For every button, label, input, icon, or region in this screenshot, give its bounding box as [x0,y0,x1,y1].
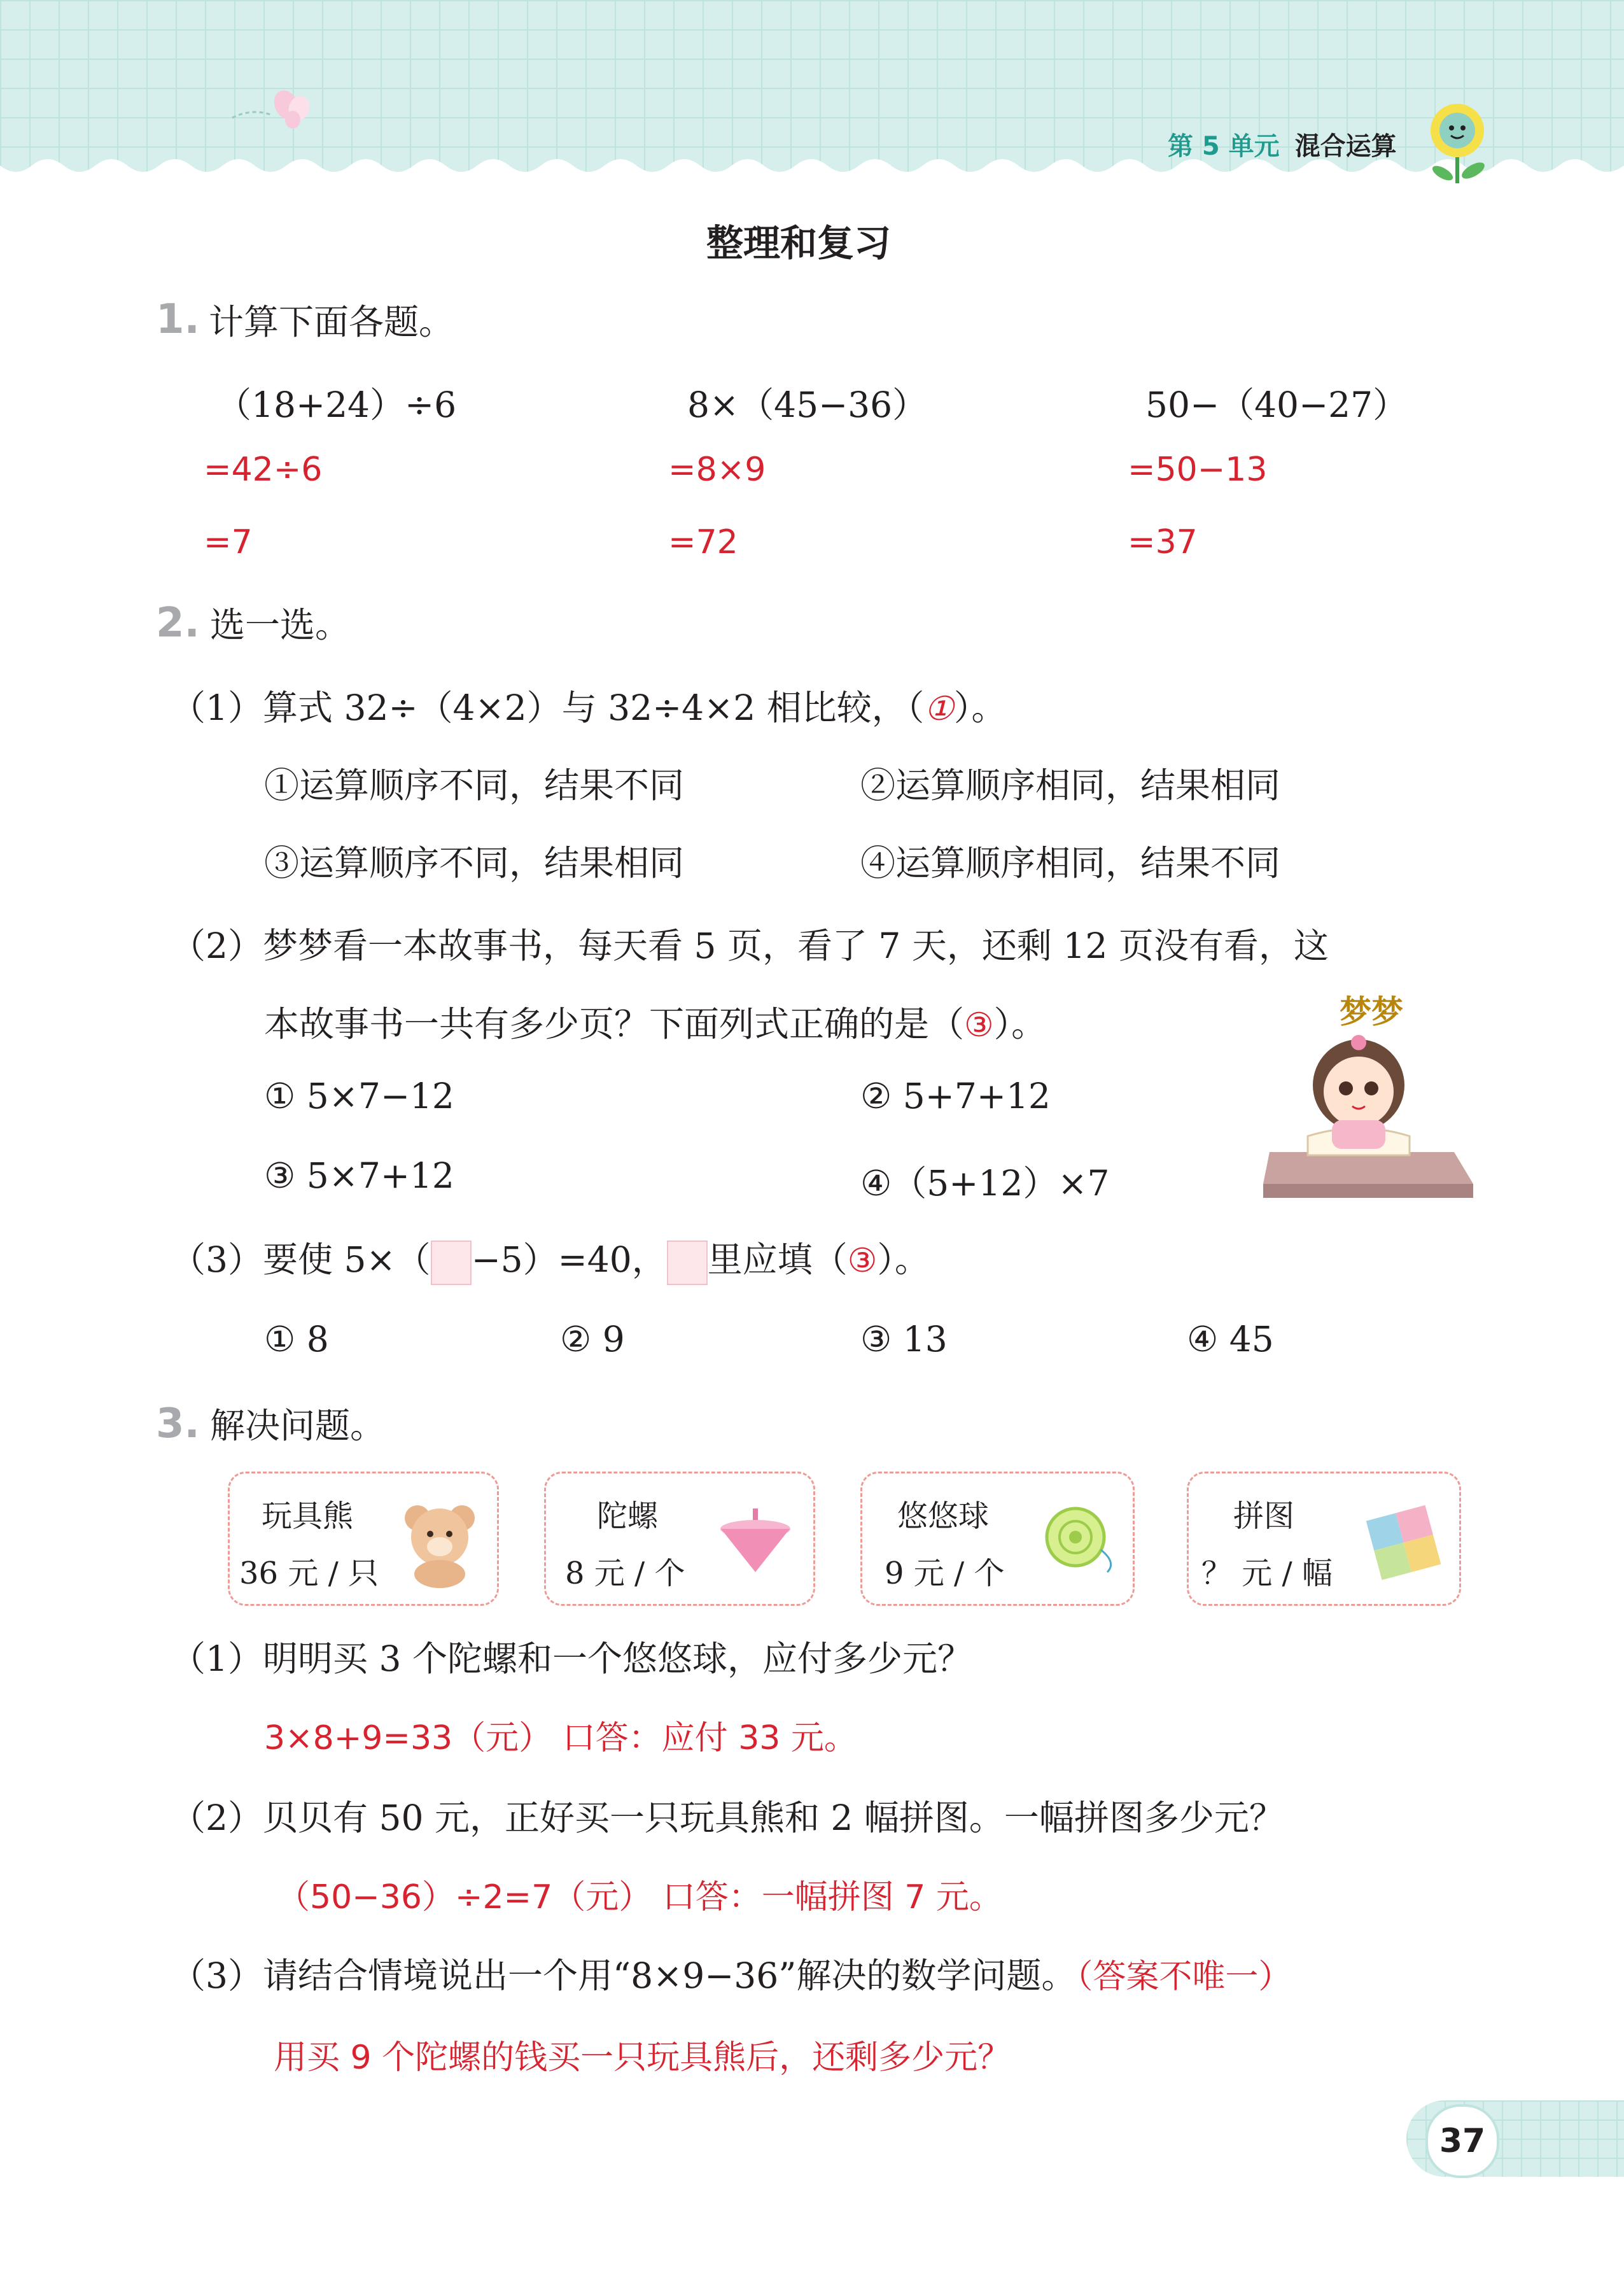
q2-part1-end: ）。 [953,687,1007,728]
q3-part2-answer: （50−36）÷2=7（元） 口答：一幅拼图 7 元。 [277,1878,1002,1916]
butterfly-icon [226,83,321,134]
puzzle-icon [1364,1502,1446,1585]
q3-part3-note: （答案不唯一） [1076,1958,1292,1996]
item-price: ？ 元 / 幅 [1201,1556,1333,1591]
question-2-prompt: 选一选。 [210,605,351,645]
girl-reading-illustration [1263,1025,1480,1203]
q3-part2-question: （2）贝贝有 50 元，正好买一只玩具熊和 2 幅拼图。一幅拼图多少元？ [171,1797,1284,1838]
q1-expression-1: （18+24）÷6 [216,384,457,425]
item-price: 8 元 / 个 [565,1556,685,1591]
q2-part1-text: （1）算式 32÷（4×2）与 32÷4×2 相比较，（ [171,687,925,728]
q2-part1-option-2: ②运算顺序相同，结果相同 [860,765,1281,806]
item-name: 玩具熊 [262,1498,354,1534]
q2-part3-text-a: （3）要使 5×（ [171,1239,431,1280]
q2-part1-option-3: ③运算顺序不同，结果相同 [264,843,685,883]
q2-part3-answer: ③ [847,1242,878,1280]
yoyo-icon [1040,1502,1123,1578]
q3-part1-question: （1）明明买 3 个陀螺和一个悠悠球，应付多少元？ [171,1638,972,1679]
q1-answer-3-step2: =37 [1128,523,1198,561]
q1-expression-2: 8×（45−36） [687,384,928,425]
q2-part3-option-4: ④ 45 [1187,1319,1274,1360]
item-card-spinning-top [544,1472,815,1606]
q2-part2-end: ）。 [993,1004,1047,1044]
q1-answer-1-step1: =42÷6 [204,451,323,489]
question-3-prompt: 解决问题。 [210,1405,386,1446]
q2-part2-answer: ③ [964,1006,994,1044]
q2-part1-option-4: ④运算顺序相同，结果不同 [860,843,1281,883]
q2-part3-option-2: ② 9 [560,1319,625,1360]
item-card-yoyo [860,1472,1135,1606]
q2-part1-option-1: ①运算顺序不同，结果不同 [264,765,685,806]
page-number: 37 [1425,2104,1499,2178]
item-price: 9 元 / 个 [885,1556,1005,1591]
unit-name: 混合运算 [1294,132,1397,161]
q2-part3-end: ）。 [877,1239,930,1280]
item-name: 悠悠球 [897,1498,990,1534]
spinning-top-icon [715,1508,797,1578]
header-wave-edge [0,159,1624,185]
q2-part3-option-3: ③ 13 [860,1319,948,1360]
q1-answer-3-step1: =50−13 [1128,451,1268,489]
unit-label [1168,126,1397,162]
q2-part1-answer: ① [924,690,954,728]
q2-part3-question [171,1232,930,1285]
q1-answer-2-step1: =8×9 [668,451,766,489]
q3-part3-text: （3）请结合情境说出一个用“8×9−36”解决的数学问题。 [171,1955,1077,1996]
q1-answer-2-step2: =72 [668,523,738,561]
item-name: 陀螺 [597,1498,659,1534]
q2-part2-option-3: ③ 5×7+12 [264,1155,454,1196]
q2-part1-question [171,680,1006,730]
blank-box [431,1241,472,1285]
q2-part2-line2 [264,996,1046,1046]
q3-part3-answer: 用买 9 个陀螺的钱买一只玩具熊后，还剩多少元？ [274,2039,1011,2077]
question-3-number: 3. [156,1400,200,1447]
question-2-number: 2. [156,600,200,647]
item-card-puzzle [1187,1472,1461,1606]
q2-part2-option-4: ④（5+12）×7 [860,1163,1110,1204]
q2-part3-text-c: 里应填（ [707,1239,848,1280]
item-card-teddy-bear [228,1472,499,1606]
teddy-bear-icon [398,1499,481,1588]
q3-part3-question [171,1948,1291,1998]
character-name-label: 梦梦 [1340,994,1403,1030]
item-price: 36 元 / 只 [239,1556,379,1591]
question-1-prompt: 计算下面各题。 [209,302,454,342]
q1-answer-1-step2: =7 [204,523,253,561]
blank-box-reference [667,1241,708,1285]
item-name: 拼图 [1233,1498,1295,1534]
q2-part2-line1: （2）梦梦看一本故事书，每天看 5 页，看了 7 天，还剩 12 页没有看，这 [171,925,1329,966]
sunflower-icon [1422,95,1499,185]
q2-part2-option-2: ② 5+7+12 [860,1076,1051,1116]
unit-number: 第 5 单元 [1168,132,1280,161]
question-1-number: 1. [156,296,200,343]
page-title: 整理和复习 [706,221,892,265]
q2-part3-option-1: ① 8 [264,1319,329,1360]
q1-expression-3: 50−（40−27） [1145,384,1408,425]
q2-part2-text: 本故事书一共有多少页？下面列式正确的是（ [264,1004,965,1044]
q2-part3-text-b: −5）=40， [471,1239,667,1280]
q3-part1-answer: 3×8+9=33（元） 口答：应付 33 元。 [264,1719,857,1757]
q2-part2-option-1: ① 5×7−12 [264,1076,454,1116]
